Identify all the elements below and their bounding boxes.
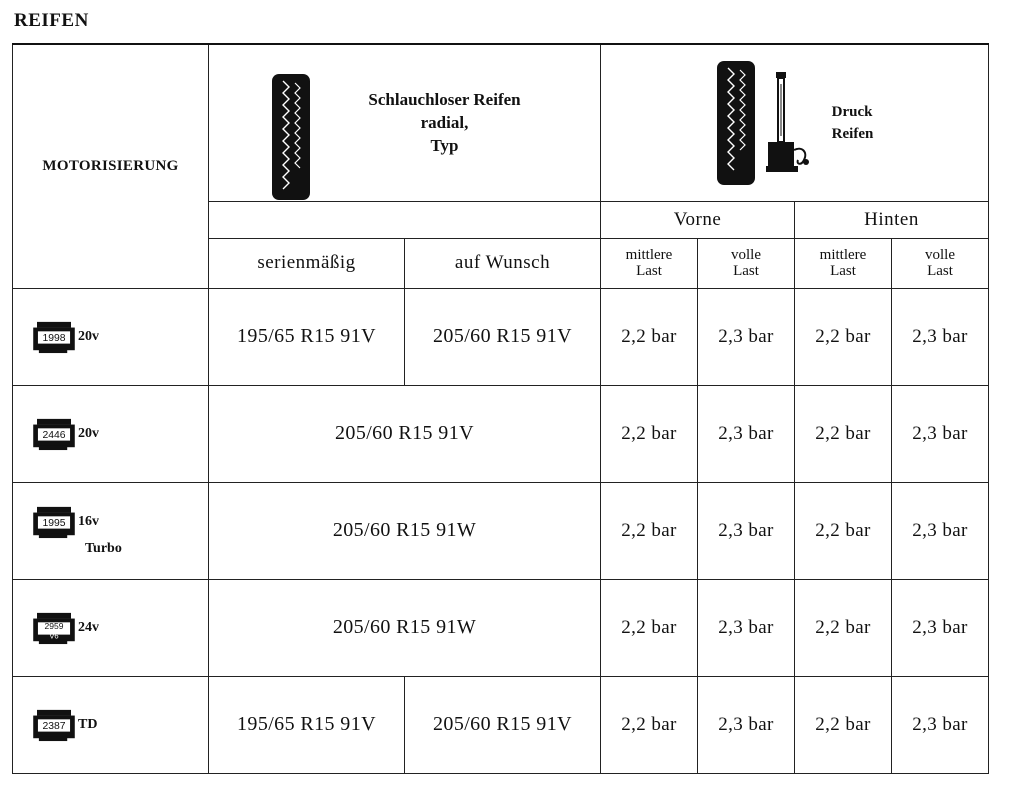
front-medium-pressure: 2,2 bar [601,385,698,482]
rear-medium-pressure: 2,2 bar [795,676,892,773]
rear-medium-pressure: 2,2 bar [795,288,892,385]
front-header: Vorne [601,201,795,238]
rear-medium-load-header [795,238,892,288]
engine-number: 2387 [42,720,66,732]
front-medium-pressure: 2,2 bar [601,288,698,385]
pressure-gauge-icon [766,70,812,176]
table-row [13,676,989,773]
engine-sub: V6 [49,630,59,640]
rear-medium-pressure: 2,2 bar [795,579,892,676]
table-row [13,288,989,385]
rear-full-pressure: 2,3 bar [892,385,989,482]
engine-tag: TD [78,716,98,732]
front-full-pressure: 2,3 bar [698,482,795,579]
pressure-title-line: Reifen [831,125,874,142]
front-full-pressure: 2,3 bar [698,676,795,773]
rear-full-pressure: 2,3 bar [892,579,989,676]
tyre-type-header-cell [209,44,601,201]
tyre-type-line: radial, [420,113,469,133]
rear-medium-pressure: 2,2 bar [795,385,892,482]
pressure-header-cell [601,44,989,201]
engine-cell [13,676,209,773]
front-full-pressure: 2,3 bar [698,385,795,482]
engine-tag: 24v [78,619,99,635]
load-label: Last [636,263,662,279]
motorisierung-header-cell [13,44,209,288]
engine-tag: 20v [78,425,99,441]
engine-cell [13,579,209,676]
rear-medium-pressure: 2,2 bar [795,482,892,579]
load-label: volle [925,247,955,263]
front-full-pressure: 2,3 bar [698,288,795,385]
engine-number: 2959 [44,620,64,631]
tyre-size-cell: 205/60 R15 91W [209,482,601,579]
load-label: mittlere [625,247,673,263]
load-label: volle [731,247,761,263]
engine-cell [13,288,209,385]
engine-icon [33,320,75,354]
front-full-load-header [698,238,795,288]
standard-tyre-cell: 195/65 R15 91V [209,676,405,773]
engine-icon [33,611,75,645]
table-body [13,288,989,773]
load-label: Last [830,263,856,279]
rear-full-pressure: 2,3 bar [892,482,989,579]
engine-cell [13,482,209,579]
standard-tyre-cell: 195/65 R15 91V [209,288,405,385]
tyre-type-spacer [209,201,601,238]
engine-number: 2446 [42,429,66,441]
motorisierung-label: MOTORISIERUNG [42,158,179,175]
optional-header: auf Wunsch [405,238,601,288]
engine-number: 1995 [42,517,66,529]
load-label: Last [927,263,953,279]
table-row [13,482,989,579]
engine-icon [33,708,75,742]
front-medium-pressure: 2,2 bar [601,676,698,773]
load-label: Last [733,263,759,279]
page-title: REIFEN [14,10,89,31]
tyre-tread-icon [271,73,311,201]
engine-icon [33,417,75,451]
engine-tag: 20v [78,328,99,344]
front-medium-pressure: 2,2 bar [601,482,698,579]
rear-full-pressure: 2,3 bar [892,288,989,385]
tyre-type-line: Schlauchloser Reifen [368,90,521,110]
table-row [13,385,989,482]
rear-full-pressure: 2,3 bar [892,676,989,773]
front-full-pressure: 2,3 bar [698,579,795,676]
engine-number: 1998 [42,332,66,344]
tyre-tread-icon [716,60,756,186]
header-row-1 [13,44,989,201]
front-medium-load-header [601,238,698,288]
rear-header: Hinten [795,201,989,238]
tyre-size-cell: 205/60 R15 91W [209,579,601,676]
front-medium-pressure: 2,2 bar [601,579,698,676]
rear-full-load-header [892,238,989,288]
tire-pressure-table [12,43,989,774]
engine-tag-secondary: Turbo [85,540,122,556]
pressure-title [832,101,874,145]
engine-cell [13,385,209,482]
optional-tyre-cell: 205/60 R15 91V [405,288,601,385]
tyre-type-line: Typ [430,136,459,156]
standard-header: serienmäßig [209,238,405,288]
tyre-type-title [289,88,600,157]
tyre-size-cell: 205/60 R15 91V [209,385,601,482]
optional-tyre-cell: 205/60 R15 91V [405,676,601,773]
load-label: mittlere [819,247,867,263]
engine-icon [33,505,75,539]
table-row [13,579,989,676]
engine-tag: 16v [78,513,99,529]
pressure-title-line: Druck [831,103,873,120]
